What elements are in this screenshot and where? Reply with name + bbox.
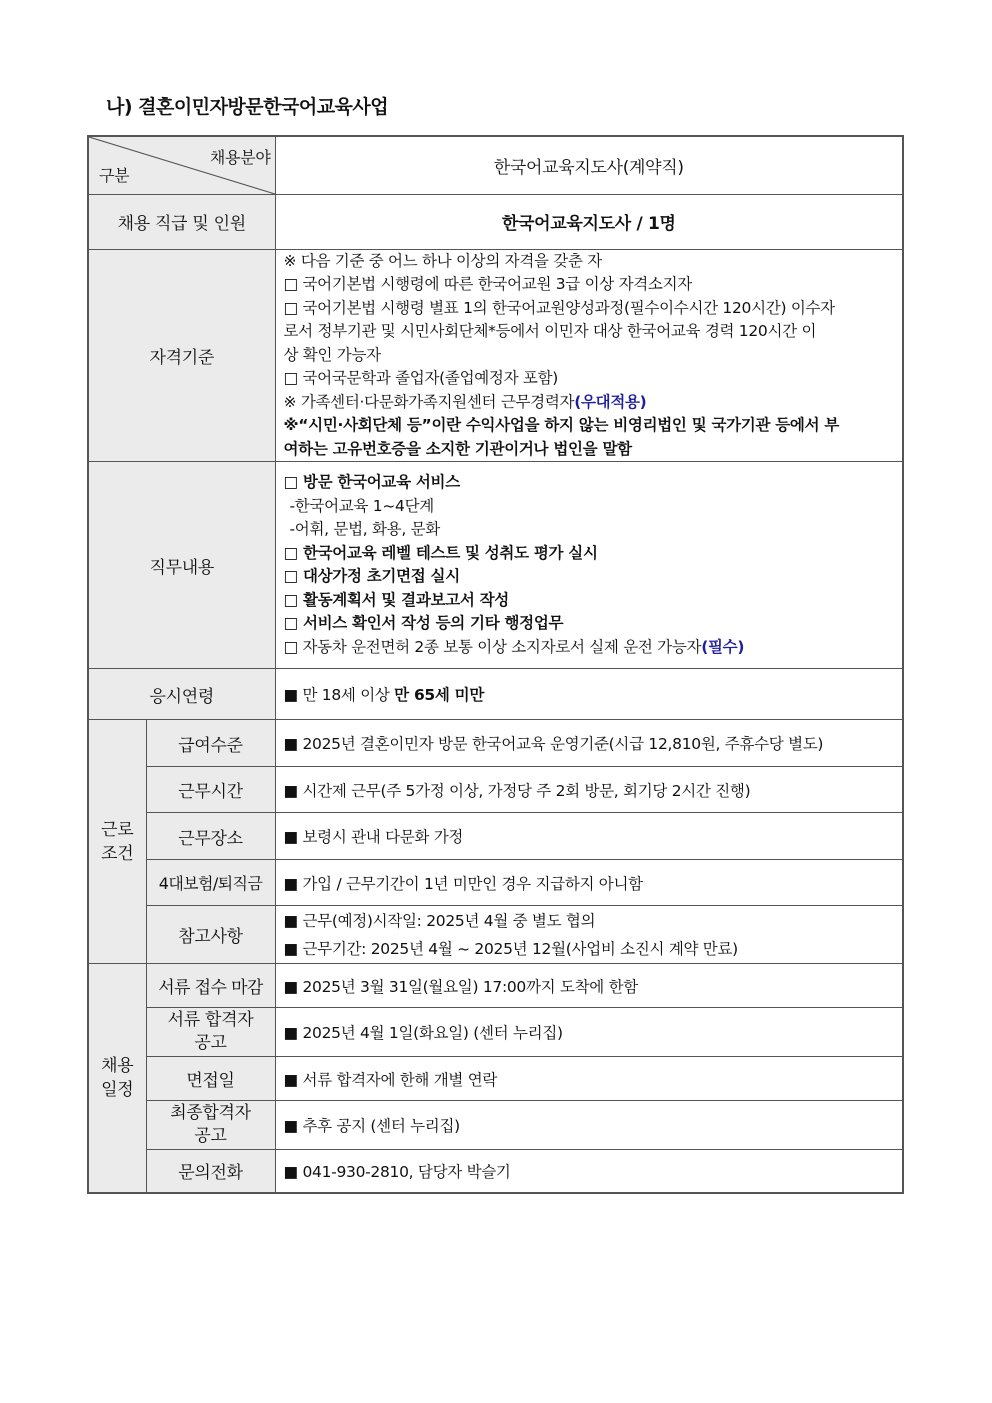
doc-pass-label-line: 서류 합격자	[167, 1010, 254, 1030]
reference-row	[88, 906, 903, 964]
contact-label: 문의전화	[146, 1150, 275, 1193]
deadline-row	[88, 964, 903, 1008]
diag-bottom-label: 구분	[99, 165, 130, 185]
deadline-value: ■ 2025년 3월 31일(월요일) 17:00까지 도착에 한함	[275, 964, 903, 1008]
deadline-label: 서류 접수 마감	[146, 964, 275, 1008]
rank-value: 한국어교육지도사 / 1명	[275, 194, 903, 249]
age-content	[275, 669, 903, 720]
doc-pass-row	[88, 1008, 903, 1057]
salary-value: ■ 2025년 결혼이민자 방문 한국어교육 운영기준(시급 12,810원, 주휴수당 별도)	[275, 720, 903, 767]
insurance-value: ■ 가입 / 근무기간이 1년 미만인 경우 지급하지 아니함	[275, 860, 903, 906]
duties-content	[275, 462, 903, 669]
duty-subline: -어휘, 문법, 화용, 문화	[289, 520, 440, 538]
section-title: 나) 결혼이민자방문한국어교육사업	[106, 96, 389, 118]
salary-label: 급여수준	[146, 720, 275, 767]
field-cell	[275, 136, 903, 194]
civic-note-line: 여하는 고유번호증을 소지한 기관이거나 법인을 말함	[283, 439, 632, 458]
hours-value: ■ 시간제 근무(주 5가정 이상, 가정당 주 2회 방문, 회기당 2시간 진행)	[275, 767, 903, 813]
salary-row	[88, 720, 903, 767]
final-label-line: 최종합격자	[170, 1103, 251, 1123]
age-prefix: ■ 만 18세 이상	[283, 686, 395, 704]
qualification-line: ※ 다음 기준 중 어느 하나 이상의 자격을 갖춘 자	[283, 251, 602, 270]
place-value: ■ 보령시 관내 다문화 가정	[275, 813, 903, 860]
qualification-line: □ 국어기본법 시행령에 따른 한국어교원 3급 이상 자격소지자	[283, 275, 692, 293]
recruitment-table	[87, 135, 904, 1194]
rank-label: 채용 직급 및 인원	[88, 194, 275, 249]
header-row	[88, 136, 903, 194]
diag-top-label: 채용분야	[209, 148, 271, 167]
duty-line: □ 한국어교육 레벨 테스트 및 성취도 평가 실시	[283, 543, 598, 562]
preference-text: ※ 가족센터·다문화가족지원센터 근무경력자	[283, 392, 575, 411]
hours-row	[88, 767, 903, 813]
reference-line: ■ 근무기간: 2025년 4월 ~ 2025년 12월(사업비 소진시 계약 만료)	[283, 939, 738, 958]
duty-line: □ 활동계획서 및 결과보고서 작성	[283, 590, 509, 609]
insurance-label: 4대보험/퇴직금	[146, 860, 275, 906]
final-value: ■ 추후 공지 (센터 누리집)	[275, 1101, 903, 1150]
place-row	[88, 813, 903, 860]
schedule-group-label-line: 채용	[101, 1055, 134, 1076]
reference-line: ■ 근무(예정)시작일: 2025년 4월 중 별도 협의	[283, 911, 596, 930]
insurance-row	[88, 860, 903, 906]
conditions-group-label	[88, 720, 146, 964]
conditions-group-label-line: 조건	[101, 843, 134, 864]
hours-label: 근무시간	[146, 767, 275, 813]
rank-row	[88, 194, 903, 249]
duties-label: 직무내용	[88, 462, 275, 669]
duty-subline: -한국어교육 1~4단계	[289, 496, 434, 515]
doc-pass-label	[146, 1008, 275, 1057]
reference-content	[275, 906, 903, 964]
interview-value: ■ 서류 합격자에 한해 개별 연락	[275, 1057, 903, 1101]
contact-value: ■ 041-930-2810, 담당자 박슬기	[275, 1150, 903, 1193]
schedule-group-label	[88, 964, 146, 1193]
schedule-group-label-line: 일정	[101, 1079, 134, 1100]
field-value: 한국어교육지도사(계약직)	[493, 157, 684, 178]
qualification-row	[88, 249, 903, 462]
age-limit: 만 65세 미만	[394, 686, 485, 704]
qualification-line: 상 확인 가능자	[283, 345, 381, 364]
age-label: 응시연령	[88, 669, 275, 720]
duty-line: □ 서비스 확인서 작성 등의 기타 행정업무	[283, 614, 564, 632]
duties-row	[88, 462, 903, 669]
interview-row	[88, 1057, 903, 1101]
interview-label: 면접일	[146, 1057, 275, 1101]
qualification-line: 로서 정부기관 및 시민사회단체*등에서 이민자 대상 한국어교육 경력 120시간 이	[283, 322, 817, 340]
reference-label: 참고사항	[146, 906, 275, 964]
qualification-content	[275, 249, 903, 462]
final-label	[146, 1101, 275, 1150]
conditions-group-label-line: 근로	[101, 819, 134, 840]
qualification-line: □ 국어기본법 시행령 별표 1의 한국어교원양성과정(필수이수시간 120시간) 이수자	[283, 298, 835, 317]
doc-pass-label-line: 공고	[194, 1033, 227, 1053]
doc-pass-value: ■ 2025년 4월 1일(화요일) (센터 누리집)	[275, 1008, 903, 1057]
civic-note-line: ※“시민·사회단체 등”이란 수익사업을 하지 않는 비영리법인 및 국가기관 등에서 부	[283, 416, 840, 434]
preference-highlight: (우대적용)	[574, 392, 647, 411]
place-label: 근무장소	[146, 813, 275, 860]
driving-highlight: (필수)	[701, 637, 745, 656]
qualification-line: □ 국어국문학과 졸업자(졸업예정자 포함)	[283, 369, 558, 387]
age-row	[88, 669, 903, 720]
duty-line	[284, 636, 895, 660]
duty-line: □ 방문 한국어교육 서비스	[283, 473, 460, 491]
qualification-label: 자격기준	[88, 249, 275, 462]
diagonal-header-cell	[88, 136, 275, 194]
final-label-line: 공고	[194, 1126, 227, 1146]
final-row	[88, 1101, 903, 1150]
driving-text: □ 자동차 운전면허 2종 보통 이상 소지자로서 실제 운전 가능자	[283, 637, 702, 656]
preference-line	[284, 391, 895, 415]
duty-line: □ 대상가정 초기면접 실시	[283, 567, 460, 585]
contact-row	[88, 1150, 903, 1193]
